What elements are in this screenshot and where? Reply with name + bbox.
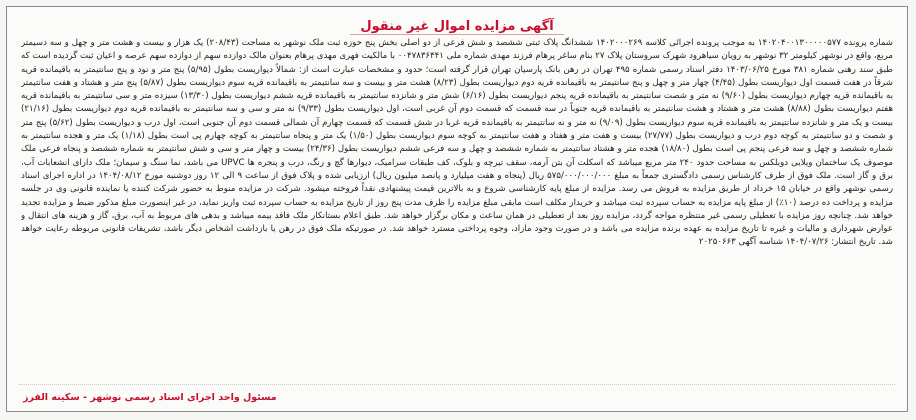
notice-body-paragraph: شماره پرونده ۱۴۰۲۰۴۰۰۱۳۰۰۰۰۰۵۷۷ به موجب پرونده اجرائی کلاسه ۱۴۰۲۰۰۰۲۶۹ ششدانگ پلاک ثبتی ششصد و شش فرعی از دو اصلی بخش پنج حوزه ثبت ملک نوشهر به مساحت (۲۰۸/۴۳) یک هزار و بیست و هشت متر و چهل و سه دسیمتر مربع، واقع در نوشهر کیلومتر ۳۲ نوشهر به رویان سیاهرود شهرک سروستان پلاک ۲۷ بنام ساغر پرهام فرزند مهدی شماره ملی ۰۰۴۷۸۳۶۴۴۱ با مالکیت فهری مهدی پرهام بعنوان مالک دوازده سهم از دوازده سهم عرصه و اعیان ثبت گردیده است که طبق سند رهنی شماره ۳۸۱ مورخ ۱۴۰۳/۰۶/۲۵ دفتر اسناد رسمی شماره ۴۹۵ تهران در رهن بانک پارسیان تهران قرار گرفته است؛ حدود و مشخصات عبارت است از: شمالاً دیواریست بطول (۵/۹۵) پنج متر و نود و پنج سانتیمتر به باقیمانده قریه شرقاً در هفت قسمت اول دیواریست بطول (۴/۴۵) چهار متر و چهل و پنج سانتیمتر به باقیمانده قریه دوم دیواریست بطول (۸/۲۳) هشت متر و بیست و سه سانتیمتر به باقیمانده قریه سوم دیواریست بطول (۵/۸۷) پنج متر و هشتاد و هفت سانتیمتر به باقیمانده قریه چهارم دیواریست بطول (۹/۶۰) نه متر و شصت سانتیمتر به باقیمانده قریه پنجم دیواریست بطول (۶/۱۶) شش متر و شانزده سانتیمتر به باقیمانده قریه ششم دیواریست بطول (۱۳/۳۰) سیزده متر و سی سانتیمتر به باقیمانده قریه هفتم دیواریست بطول (۸/۸۸) هشت متر و هشتاد و هشت سانتیمتر به باقیمانده قریه جنوباً در سه قسمت که قسمت دوم آن غربی است، اول دیواریست بطول (۹/۳۳) نه متر و سی و سه سانتیمتر به باقیمانده قریه دوم دیواریست بطول (۲۱/۱۶) بیست و یک متر و شانزده سانتیمتر به باقیمانده قریه سوم دیواریست بطول (۹/۰۹) نه متر و نه سانتیمتر به باقیمانده قریه غربا در شش قسمت که قسمت چهارم آن شمالی قسمت دوم آن جنوبی است، اول درب و دیواریست بطول (۵/۶۲) پنج متر و شصت و دو سانتیمتر به کوچه دوم درب و دیواریست بطول (۲۷/۷۷) بیست و هفت متر و هفتاد و هفت سانتیمتر به کوچه سوم دیواریست بطول (۱/۵۰) یک متر و پنجاه سانتیمتر به کوچه چهارم پی است بطول (۱/۱۸) یک متر و هجده سانتیمتر به شماره ششصد و چهل و سه فرعی پنجم پی است بطول (۱۸/۸۰) هجده متر و هشتاد سانتیمتر به شماره ششصد و چهل و سه فرعی ششم دیواریست بطول (۲۴/۳۶) بیست و چهار متر و سی و شش سانتیمتر به شماره ششصد و پنجاه فرعی ملک موصوف یک ساختمان ویلایی دوبلکس به مساحت حدود ۲۴۰ متر مربع میباشد که اسکلت آن بتن آرمه، سقف تیرچه و بلوک، کف طبقات سرامیک، دیوارها گچ و رنگ، درب و پنجره ها UPVC می باشد، نما سنگ و سیمان؛ ملک دارای انشعابات آب، برق و گاز است. ملک فوق از طرف کارشناس رسمی دادگستری جمعاً به مبلغ ۵۷۵/۰۰۰/۰۰۰/۰۰۰ ریال (پنجاه و هفت میلیارد و پانصد میلیون ریال) ارزیابی شده و پلاک فوق از ساعت ۹ الی ۱۲ روز دوشنبه مورخ ۱۴۰۴/۰۸/۱۲ در اداره اجرای اسناد رسمی نوشهر واقع در خیابان ۱۵ خرداد از طریق مزایده به فروش می رسد. مزایده از مبلغ پایه کارشناسی شروع و به بالاترین قیمت پیشنهادی نقداً فروخته میشود. شرکت در مزایده منوط به حضور شرکت کننده یا نماینده قانونی وی در جلسه مزایده و پرداخت ده درصد (۱۰٪) از مبلغ پایه مزایده به حساب سپرده ثبت میباشد و خریدار مکلف است مابقی مبلغ مزایده را ظرف مدت پنج روز از تاریخ مزایده به حساب سپرده ثبت واریز نماید، در غیر اینصورت مبلغ مذکور ضبط و مزایده تجدید خواهد شد. چنانچه روز مزایده با تعطیلی رسمی غیر منتظره مواجه گردد، مزایده روز بعد از تعطیلی در همان ساعت و مکان برگزار خواهد شد. طبق اعلام بستانکار ملک فاقد بیمه میباشد و بدهی های مربوط به آب، برق، گاز و هزینه های انتقال و عوارض شهرداری و مالیات و غیره تا تاریخ مزایده به عهده برنده مزایده می باشد و در صورت وجود مازاد، وجوه پرداختی مسترد خواهد شد. در صورتیکه ملک فوق در رهن یا بازداشت اشخاص دیگر باشد، تشریفات قانونی مربوطه رعایت خواهد شد. تاریخ انتشار: ۱۴۰۴/۰۷/۲۶ شناسه آگهی ۲۰۲۵۰۶۶۳ xyxy=(21,38,893,248)
notice-header xyxy=(7,15,907,35)
notice-signature: مسئول واحد اجرای اسناد رسمی نوشهر - سکینه الفرز xyxy=(23,392,277,403)
notice-frame xyxy=(6,6,908,412)
notice-title: آگهی مزایده اموال غیر منقول xyxy=(350,19,563,35)
footer-divider xyxy=(19,384,895,385)
notice-body xyxy=(21,37,893,383)
